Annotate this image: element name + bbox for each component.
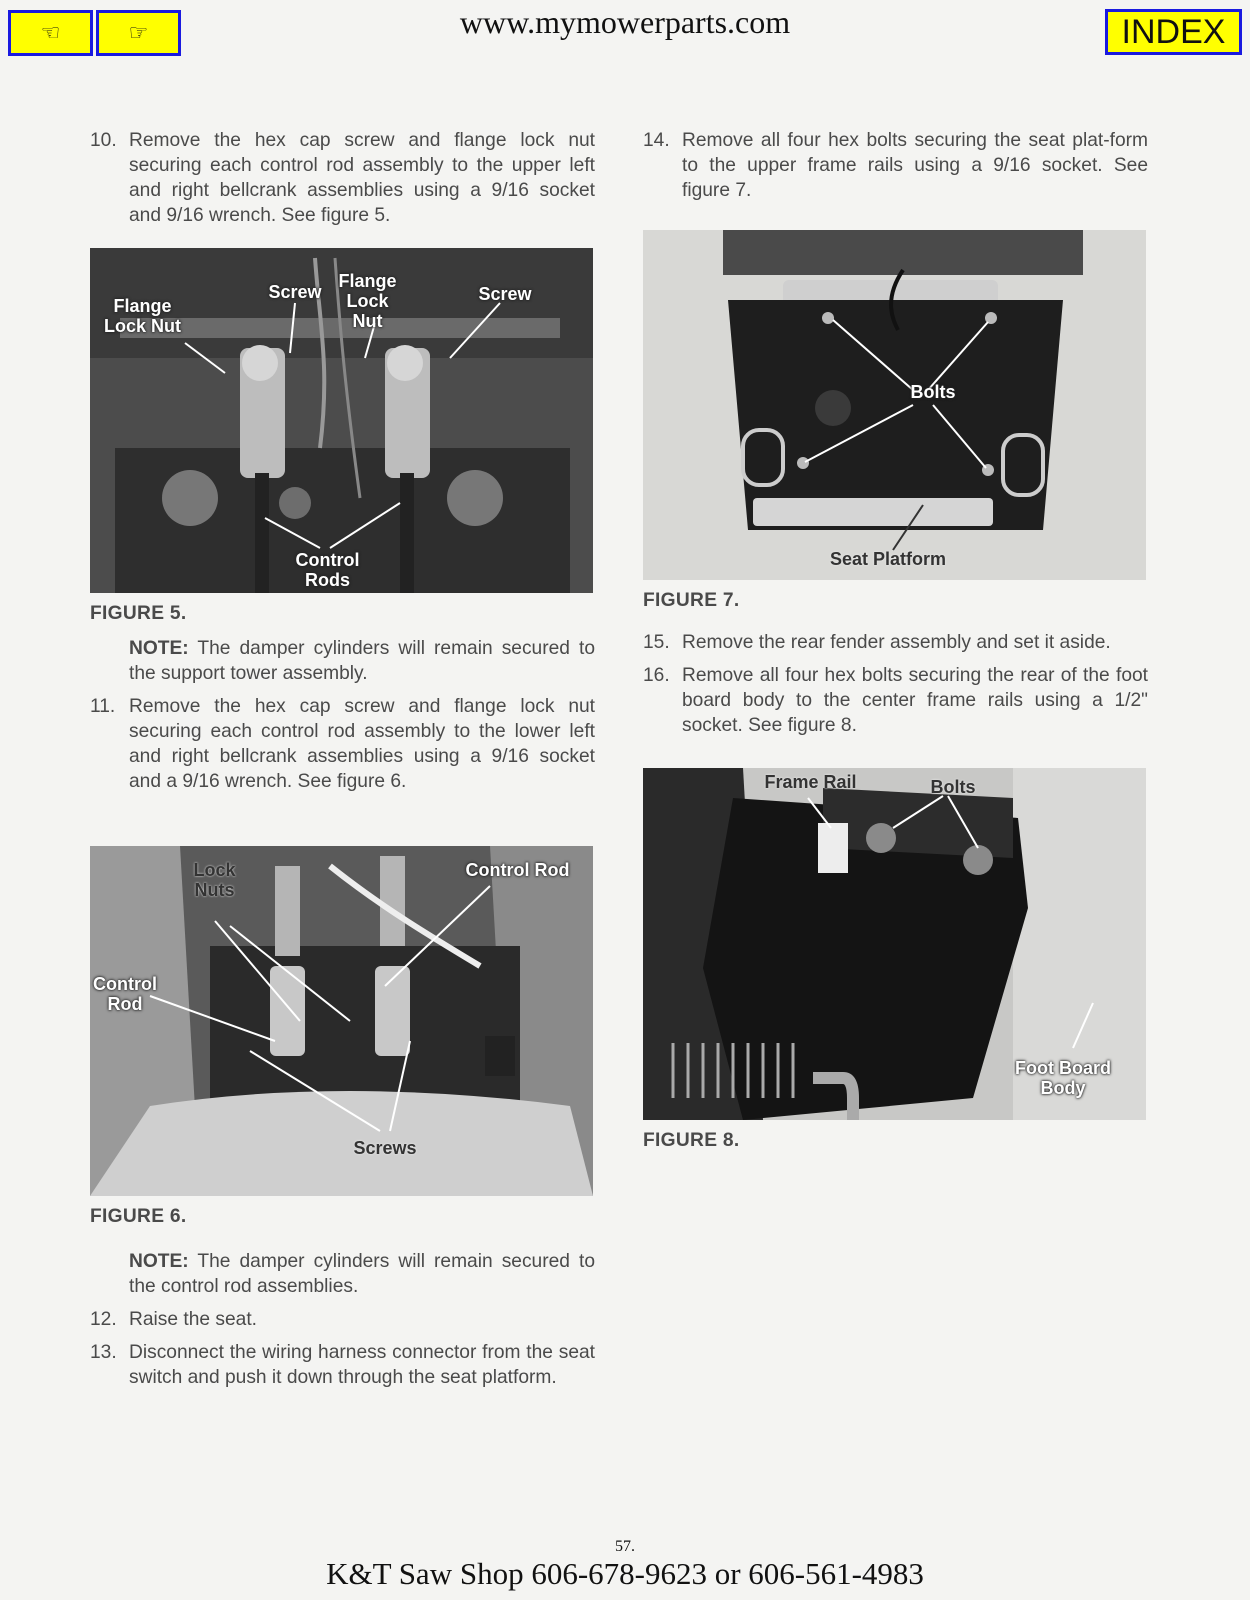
step-text: Remove all four hex bolts securing the rear of the foot board body to the center frame rails using a 1/2" socket. See figure 8. bbox=[682, 665, 1148, 736]
callout-frame-rail: Frame Rail bbox=[764, 772, 857, 792]
right-column bbox=[643, 128, 1148, 1153]
note-2 bbox=[90, 1249, 595, 1299]
step-text: Raise the seat. bbox=[129, 1309, 257, 1330]
step-text: Remove the hex cap screw and flange lock nut securing each control rod assembly to the upper left and right bellcrank assemblies using a 9/16 socket and 9/16 wrench. See figure 5. bbox=[129, 130, 595, 226]
hand-pointing-right-icon: ☞ bbox=[128, 20, 149, 45]
step-text: Remove all four hex bolts securing the seat plat-form to the upper frame rails using a 9/16 socket. See figure 7. bbox=[682, 130, 1148, 201]
index-button[interactable]: INDEX bbox=[1105, 9, 1242, 55]
step-14 bbox=[643, 128, 1148, 203]
step-number: 15. bbox=[643, 632, 670, 653]
step-number: 12. bbox=[90, 1309, 117, 1330]
figure-7-photo bbox=[643, 230, 1146, 580]
figure-5-photo bbox=[90, 248, 593, 593]
callout-bolts: Bolts bbox=[930, 777, 976, 797]
callout-bolts: Bolts bbox=[910, 382, 956, 402]
note-label: NOTE: bbox=[129, 638, 189, 659]
step-number: 16. bbox=[643, 665, 670, 686]
figure-5-label: FIGURE 5. bbox=[90, 603, 187, 624]
step-10 bbox=[90, 128, 595, 228]
step-text: Disconnect the wiring harness connector from the seat switch and push it down through the seat platform. bbox=[129, 1342, 595, 1388]
callout-seat-platform: Seat Platform bbox=[829, 549, 947, 569]
footer-contact: K&T Saw Shop 606-678-9623 or 606-561-4983 bbox=[326, 1556, 924, 1591]
page-number: 57. bbox=[615, 1538, 635, 1555]
callout-control-rods: Control Rods bbox=[295, 550, 360, 590]
callout-screws: Screws bbox=[353, 1138, 417, 1158]
callout-lock-nuts: Lock Nuts bbox=[193, 860, 236, 900]
left-column bbox=[90, 128, 595, 1390]
note-text: The damper cylinders will remain secured to the control rod assemblies. bbox=[129, 1251, 595, 1297]
step-16 bbox=[643, 663, 1148, 738]
step-13 bbox=[90, 1340, 595, 1390]
note-label: NOTE: bbox=[129, 1251, 189, 1272]
figure-6-photo bbox=[90, 846, 593, 1196]
step-number: 13. bbox=[90, 1342, 117, 1363]
step-15 bbox=[643, 630, 1148, 655]
note-text: The damper cylinders will remain secured to the support tower assembly. bbox=[129, 638, 595, 684]
callout-foot-board-body: Foot Board Body bbox=[1015, 1058, 1111, 1098]
callout-flange-lock-nut-left: Flange Lock Nut bbox=[103, 296, 181, 336]
hand-pointing-left-icon: ☜ bbox=[40, 20, 61, 45]
callout-flange-lock-nut-center: Flange Lock Nut bbox=[338, 271, 397, 331]
step-12 bbox=[90, 1307, 595, 1332]
step-number: 14. bbox=[643, 130, 670, 151]
step-number: 11. bbox=[90, 696, 116, 717]
step-11 bbox=[90, 694, 595, 794]
callout-screw-right: Screw bbox=[478, 284, 532, 304]
note-1 bbox=[90, 636, 595, 686]
callout-screw-left: Screw bbox=[268, 282, 322, 302]
figure-6-label: FIGURE 6. bbox=[90, 1206, 187, 1227]
callout-control-rod-left: Control Rod bbox=[93, 974, 157, 1014]
step-number: 10. bbox=[90, 130, 117, 151]
site-url[interactable]: www.mymowerparts.com bbox=[459, 4, 791, 40]
step-text: Remove the rear fender assembly and set it aside. bbox=[682, 632, 1111, 653]
figure-8-label: FIGURE 8. bbox=[643, 1130, 740, 1151]
figure-7-label: FIGURE 7. bbox=[643, 590, 740, 611]
figure-8-photo bbox=[643, 768, 1146, 1120]
callout-control-rod-right: Control Rod bbox=[465, 860, 570, 880]
step-text: Remove the hex cap screw and flange lock nut securing each control rod assembly to the lower left and right bellcrank assemblies using a 9/16 socket and a 9/16 wrench. See figure 6. bbox=[129, 696, 595, 792]
